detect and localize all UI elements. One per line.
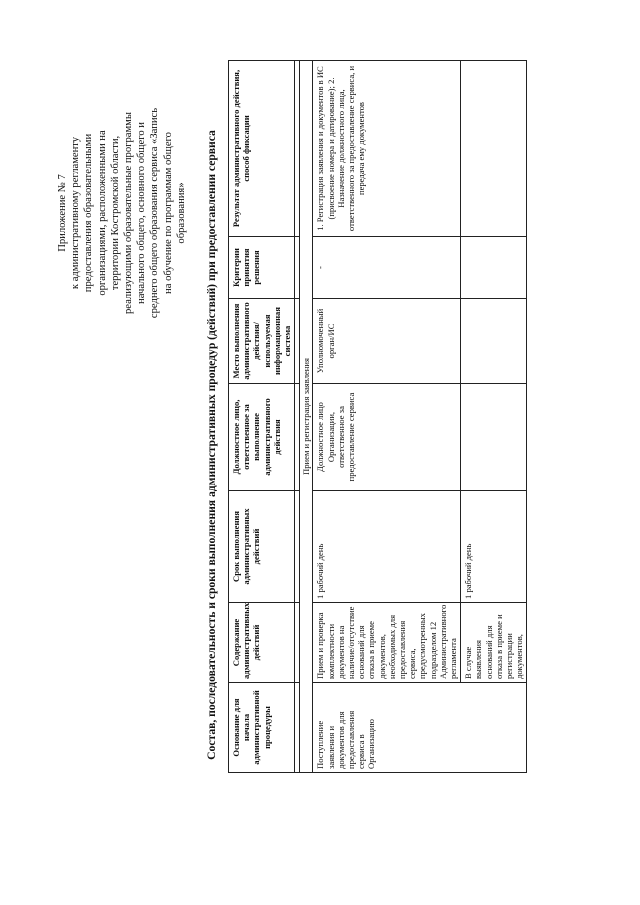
table-cell: -	[313, 237, 461, 299]
table-cell	[461, 237, 527, 299]
appendix-line-7: начального общего, основного общего и	[136, 122, 148, 304]
table-cell: Прием и проверка комплектности документов на наличие/отсутствие оснований для отказа в приеме документов, необходимых для предоставления сервиса, предусмотренных подразделом 12 Административного регламента	[313, 603, 461, 683]
appendix-line-2: к административному регламенту	[70, 136, 82, 290]
section-title: Прием и регистрация заявления	[300, 61, 313, 773]
column-header: Критерии принятия решения	[229, 237, 295, 299]
column-header: Результат административного действия, способ фиксации	[229, 61, 295, 237]
table-cell: 1 рабочий день	[313, 491, 461, 603]
column-header: Должностное лицо, ответственное за выполнение административного действия	[229, 384, 295, 491]
appendix-line-3: предоставления образовательными	[83, 133, 95, 293]
table-cell: Должностное лицо Организации, ответственное за предоставление сервиса	[313, 384, 461, 491]
appendix-line-1: Приложение № 7	[57, 174, 68, 252]
table-header-row	[229, 61, 295, 773]
appendix-line-5: территории Костромской области,	[109, 135, 121, 291]
table-cell: 1 рабочий день	[461, 491, 527, 603]
column-header: Место выполнения административного действия/ используемая информационная система	[229, 299, 295, 384]
section-row	[300, 61, 313, 773]
appendix-line-8: среднего общего образования сервиса «Запись	[149, 107, 161, 319]
column-header: Срок выполнения административных действий	[229, 491, 295, 603]
table-row	[313, 61, 461, 773]
appendix-line-9: на обучение по программам общего	[162, 132, 174, 294]
table-row	[461, 61, 527, 773]
appendix-line-10: образования»	[175, 182, 187, 244]
procedures-table	[228, 60, 527, 773]
table-cell: 1. Регистрация заявления и документов в ИС (присвоение номера и датирование); 2. Назначение должностного лица, ответственного за предоставление сервиса, и передача ему документов	[313, 61, 461, 237]
table-cell	[461, 61, 527, 237]
appendix-line-6: реализующими образовательные программы	[123, 112, 135, 315]
appendix-header	[56, 63, 188, 363]
table-cell: Поступление заявления и документов для предоставления сервиса в Организацию	[313, 683, 527, 773]
table-cell	[461, 299, 527, 384]
document-title: Состав, последовательность и сроки выполнения административных процедур (действий) при предоставлении сервиса	[205, 130, 218, 760]
column-header: Основание для начала административной процедуры	[229, 683, 295, 773]
table-cell	[461, 384, 527, 491]
table-cell: В случае выявления оснований для отказа в приеме и регистрации документов,	[461, 603, 527, 683]
table-cell: Уполномоченный орган/ИС	[313, 299, 461, 384]
appendix-line-4: организациями, расположенными на	[96, 130, 108, 296]
column-header: Содержание административных действий	[229, 603, 295, 683]
